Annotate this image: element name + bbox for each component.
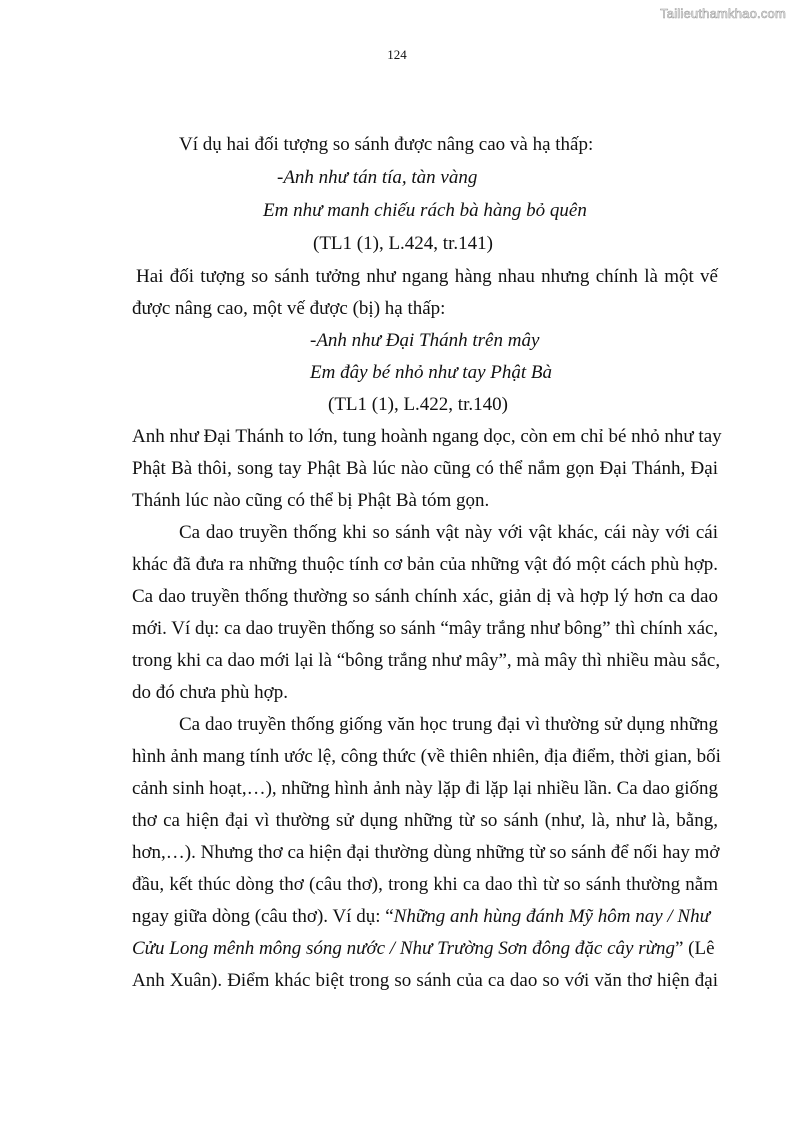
quote-italic: Cửu Long mênh mông sóng nước / Như Trường Sơn đông đặc cây rừng (132, 938, 675, 959)
text-segment: ” (Lê (674, 938, 715, 959)
watermark: Tailieuthamkhao.com (660, 6, 786, 21)
poem-text: Em đây bé nhỏ như tay Phật Bà (310, 362, 553, 383)
text-line: Anh Xuân). Điểm khác biệt trong so sánh của ca dao so với văn thơ hiện đại (132, 970, 718, 991)
text-line: thơ ca hiện đại vì thường sử dụng những từ so sánh (như, là, như là, bằng, (132, 810, 718, 831)
text-line: được nâng cao, một vế được (bị) hạ thấp: (132, 298, 446, 319)
quote-italic: Những anh hùng đánh Mỹ hôm nay / Như (393, 906, 710, 927)
text-line: khác đã đưa ra những thuộc tính cơ bản của những vật đó một cách phù hợp. (132, 554, 718, 575)
text-line (132, 905, 710, 929)
text-line (132, 937, 715, 961)
poem-line (310, 361, 552, 385)
text-line: hơn,…). Nhưng thơ ca hiện đại thường dùng những từ so sánh để nối hay mở (132, 842, 720, 863)
poem-line (277, 166, 477, 190)
text-line: mới. Ví dụ: ca dao truyền thống so sánh “mây trắng như bông” thì chính xác, (132, 618, 719, 639)
text-line: Hai đối tượng so sánh tưởng như ngang hàng nhau nhưng chính là một vế (136, 266, 718, 287)
poem-text: -Anh như Đại Thánh trên mây (310, 330, 540, 351)
text-line: Ca dao truyền thống giống văn học trung đại vì thường sử dụng những (179, 714, 718, 735)
text-line: cảnh sinh hoạt,…), những hình ảnh này lặp đi lặp lại nhiều lần. Ca dao giống (132, 778, 718, 799)
text-line: trong khi ca dao mới lại là “bông trắng như mây”, mà mây thì nhiều màu sắc, (132, 650, 721, 671)
text-line: Phật Bà thôi, song tay Phật Bà lúc nào cũng có thể nắm gọn Đại Thánh, Đại (132, 458, 718, 479)
poem-text: -Anh như tán tía, tàn vàng (277, 167, 478, 188)
text-line: đầu, kết thúc dòng thơ (câu thơ), trong khi ca dao thì từ so sánh thường nằm (132, 874, 718, 895)
text-line: do đó chưa phù hợp. (132, 682, 288, 703)
text-line: Ca dao truyền thống khi so sánh vật này với vật khác, cái này với cái (179, 522, 718, 543)
page-number: 124 (387, 47, 407, 62)
text-line: Ca dao truyền thống thường so sánh chính xác, giản dị và hợp lý hơn ca dao (132, 586, 718, 607)
poem-line (263, 199, 587, 223)
poem-line (310, 329, 539, 353)
citation: (TL1 (1), L.422, tr.140) (328, 394, 508, 415)
text-line: Ví dụ hai đối tượng so sánh được nâng cao và hạ thấp: (179, 134, 594, 155)
poem-text: Em như manh chiếu rách bà hàng bỏ quên (263, 200, 587, 221)
text-segment: ngay giữa dòng (câu thơ). Ví dụ: “ (132, 906, 394, 927)
text-line: hình ảnh mang tính ước lệ, công thức (về thiên nhiên, địa điểm, thời gian, bối (132, 746, 721, 767)
citation: (TL1 (1), L.424, tr.141) (313, 233, 493, 254)
text-line: Anh như Đại Thánh to lớn, tung hoành ngang dọc, còn em chỉ bé nhỏ như tay (132, 426, 722, 447)
text-line: Thánh lúc nào cũng có thể bị Phật Bà tóm gọn. (132, 490, 490, 511)
